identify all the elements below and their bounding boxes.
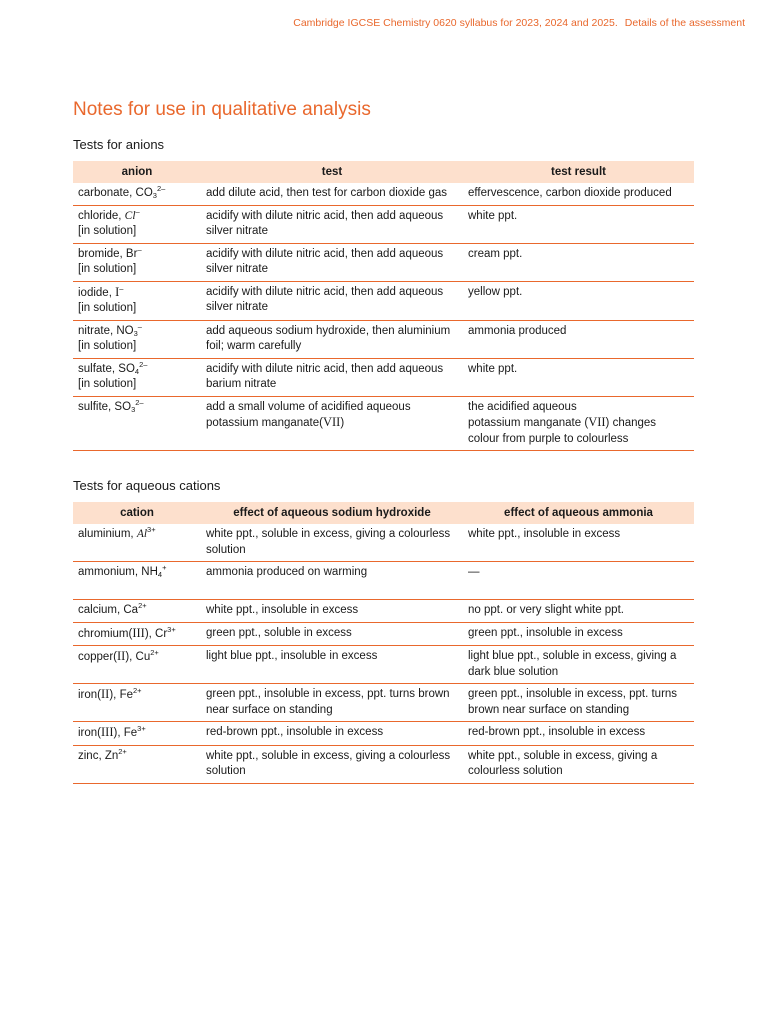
nh3-cell: white ppt., soluble in excess, giving a colourless solution bbox=[463, 745, 694, 783]
anion-cell: carbonate, $CO_3^{2-}$ bbox=[73, 183, 201, 205]
nh3-cell: green ppt., insoluble in excess bbox=[463, 622, 694, 646]
anion-cell: iodide, I– [in solution] bbox=[73, 281, 201, 320]
nh3-cell: — bbox=[463, 562, 694, 600]
table-row bbox=[73, 205, 694, 243]
result-cell: cream ppt. bbox=[463, 243, 694, 281]
table-row bbox=[73, 562, 694, 600]
nh3-cell: red-brown ppt., insoluble in excess bbox=[463, 722, 694, 746]
nh3-cell: light blue ppt., soluble in excess, giving a dark blue solution bbox=[463, 646, 694, 684]
cation-cell: aluminium, $Al^{3+}$ bbox=[73, 524, 201, 562]
naoh-cell: ammonia produced on warming bbox=[201, 562, 463, 600]
result-cell: ammonia produced bbox=[463, 320, 694, 358]
table-header-row bbox=[73, 502, 694, 524]
header-section: Details of the assessment bbox=[624, 17, 745, 29]
anion-cell: nitrate, $NO_3^-$ [in solution] bbox=[73, 320, 201, 358]
table-row bbox=[73, 320, 694, 358]
test-cell: acidify with dilute nitric acid, then add aqueous barium nitrate bbox=[201, 358, 463, 396]
naoh-cell: green ppt., insoluble in excess, ppt. turns brown near surface on standing bbox=[201, 684, 463, 722]
naoh-cell: light blue ppt., insoluble in excess bbox=[201, 646, 463, 684]
anion-cell: sulfate, $SO_4^{2-}$ [in solution] bbox=[73, 358, 201, 396]
table-row bbox=[73, 745, 694, 783]
result-cell: the acidified aqueous potassium manganate (VII) changes colour from purple to colourless bbox=[463, 396, 694, 451]
result-cell: white ppt. bbox=[463, 205, 694, 243]
table-row bbox=[73, 646, 694, 684]
column-header: test bbox=[201, 161, 463, 183]
table-row bbox=[73, 622, 694, 646]
table-row bbox=[73, 684, 694, 722]
table-row bbox=[73, 358, 694, 396]
test-cell: add a small volume of acidified aqueous potassium manganate(VII) bbox=[201, 396, 463, 451]
nh3-cell: green ppt., insoluble in excess, ppt. turns brown near surface on standing bbox=[463, 684, 694, 722]
anion-cell: sulfite, $SO_3^{2-}$ bbox=[73, 396, 201, 451]
test-cell: add dilute acid, then test for carbon dioxide gas bbox=[201, 183, 463, 205]
naoh-cell: white ppt., soluble in excess, giving a colourless solution bbox=[201, 745, 463, 783]
naoh-cell: white ppt., insoluble in excess bbox=[201, 600, 463, 623]
page-title: Notes for use in qualitative analysis bbox=[73, 99, 371, 120]
header-syllabus: Cambridge IGCSE Chemistry 0620 syllabus for 2023, 2024 and 2025. bbox=[293, 17, 618, 29]
column-header: effect of aqueous ammonia bbox=[463, 502, 694, 524]
cation-cell: iron(II), $Fe^{2+}$ bbox=[73, 684, 201, 722]
column-header: effect of aqueous sodium hydroxide bbox=[201, 502, 463, 524]
cation-cell: copper(II), $Cu^{2+}$ bbox=[73, 646, 201, 684]
naoh-cell: white ppt., soluble in excess, giving a colourless solution bbox=[201, 524, 463, 562]
running-header bbox=[293, 17, 745, 29]
cation-cell: ammonium, $NH_4^+$ bbox=[73, 562, 201, 600]
anion-cell: bromide, Br– [in solution] bbox=[73, 243, 201, 281]
test-cell: acidify with dilute nitric acid, then add aqueous silver nitrate bbox=[201, 243, 463, 281]
naoh-cell: red-brown ppt., insoluble in excess bbox=[201, 722, 463, 746]
table-row bbox=[73, 281, 694, 320]
anions-table bbox=[73, 161, 694, 451]
anions-heading: Tests for anions bbox=[73, 137, 165, 152]
result-cell: white ppt. bbox=[463, 358, 694, 396]
result-cell: yellow ppt. bbox=[463, 281, 694, 320]
nh3-cell: white ppt., insoluble in excess bbox=[463, 524, 694, 562]
column-header: cation bbox=[73, 502, 201, 524]
anion-cell: chloride, Cl– [in solution] bbox=[73, 205, 201, 243]
nh3-cell: no ppt. or very slight white ppt. bbox=[463, 600, 694, 623]
cation-cell: chromium(III), $Cr^{3+}$ bbox=[73, 622, 201, 646]
naoh-cell: green ppt., soluble in excess bbox=[201, 622, 463, 646]
column-header: anion bbox=[73, 161, 201, 183]
table-header-row bbox=[73, 161, 694, 183]
table-row bbox=[73, 722, 694, 746]
table-row bbox=[73, 600, 694, 623]
column-header: test result bbox=[463, 161, 694, 183]
table-row bbox=[73, 183, 694, 205]
table-row bbox=[73, 396, 694, 451]
cation-cell: iron(III), $Fe^{3+}$ bbox=[73, 722, 201, 746]
cation-cell: zinc, $Zn^{2+}$ bbox=[73, 745, 201, 783]
table-row bbox=[73, 243, 694, 281]
test-cell: add aqueous sodium hydroxide, then aluminium foil; warm carefully bbox=[201, 320, 463, 358]
cations-table bbox=[73, 502, 694, 784]
test-cell: acidify with dilute nitric acid, then add aqueous silver nitrate bbox=[201, 205, 463, 243]
cations-heading: Tests for aqueous cations bbox=[73, 478, 221, 493]
cation-cell: calcium, $Ca^{2+}$ bbox=[73, 600, 201, 623]
table-row bbox=[73, 524, 694, 562]
result-cell: effervescence, carbon dioxide produced bbox=[463, 183, 694, 205]
test-cell: acidify with dilute nitric acid, then add aqueous silver nitrate bbox=[201, 281, 463, 320]
